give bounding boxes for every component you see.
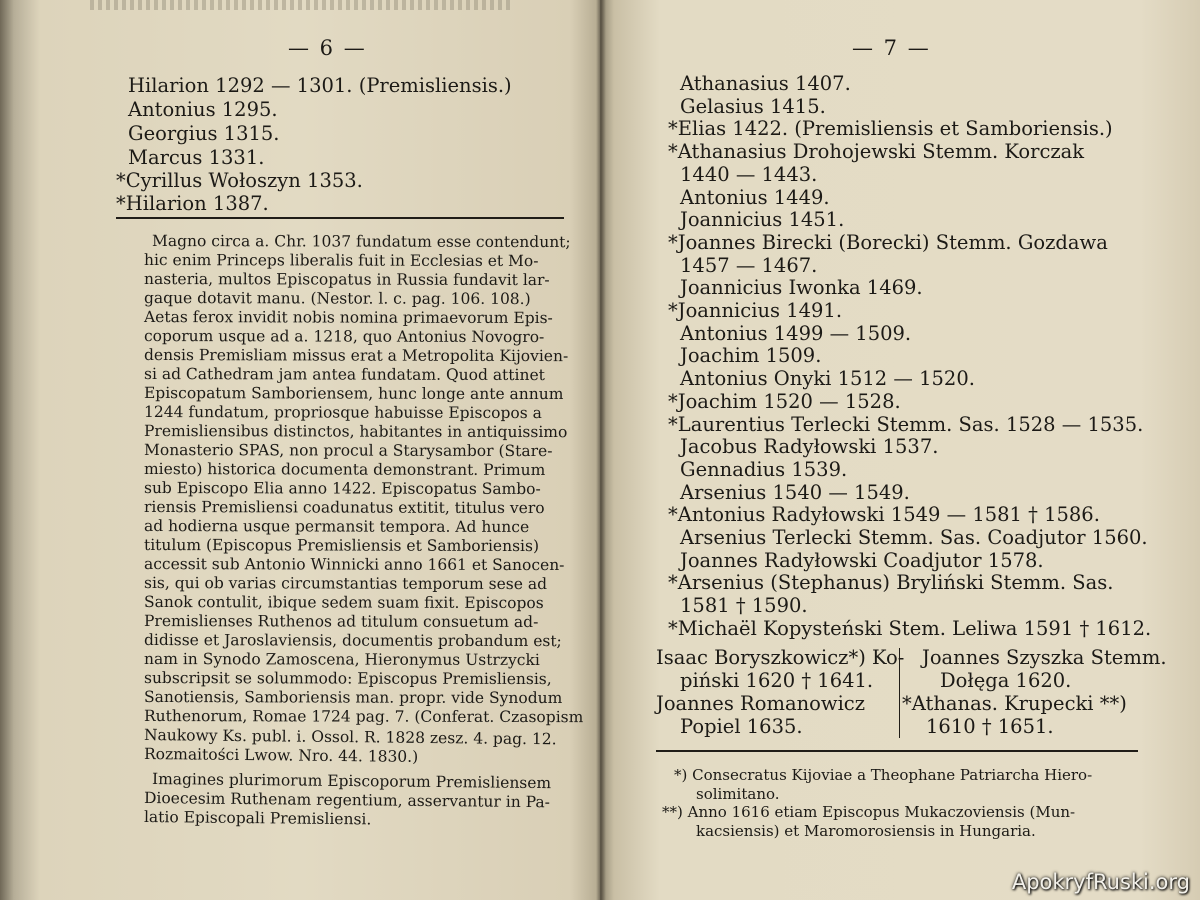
- page-number-left: — 6 —: [288, 36, 367, 60]
- bishop-entry: Hilarion 1292 — 1301. (Premisliensis.): [128, 74, 512, 97]
- note-line: sub Episcopo Elia anno 1422. Episcopatus Sambo-: [143, 479, 541, 499]
- footnote-line: *) Consecratus Kijoviae a Theophane Patriarcha Hiero-: [674, 766, 1093, 784]
- note-line: gaque dotavit manu. (Nestor. l. c. pag. 106. 108.): [143, 289, 531, 309]
- bishop-entry: Athanasius 1407.: [680, 72, 851, 95]
- right-page: [600, 0, 1200, 900]
- bishop-entry: 1440 — 1443.: [680, 162, 818, 186]
- note-line: Naukowy Ks. publ. i. Ossol. R. 1828 zesz. 4. pag. 12.: [143, 726, 557, 749]
- bishop-entry: Antonius Onyki 1512 — 1520.: [680, 367, 975, 391]
- bishop-entry: *Joannes Birecki (Borecki) Stemm. Gozdawa: [668, 230, 1108, 254]
- note-line: Imagines plurimorum Episcoporum Premisliensem: [151, 770, 552, 793]
- section-rule: [116, 217, 564, 219]
- bishop-entry: *Hilarion 1387.: [116, 192, 269, 215]
- watermark: ApokryfRuski.org: [1011, 870, 1190, 894]
- bishop-entry: *Elias 1422. (Premisliensis et Samboriensis.): [668, 117, 1113, 141]
- split-entry-right: *Athanas. Krupecki **): [902, 692, 1127, 715]
- bishop-entry: Joannicius 1451.: [680, 208, 845, 232]
- bishop-entry: Antonius 1499 — 1509.: [680, 321, 912, 345]
- note-line: ad hodierna usque permansit tempora. Ad hunce: [143, 517, 530, 537]
- split-entry-right: Dołęga 1620.: [940, 669, 1072, 692]
- bishop-entry: Marcus 1331.: [128, 146, 265, 169]
- note-line: Episcopatum Samboriensem, hunc longe ante annum: [143, 384, 564, 404]
- note-line: riensis Premisliensi coadunatus extitit, titulus vero: [143, 498, 545, 518]
- note-line: nam in Synodo Zamoscena, Hieronymus Ustrzycki: [143, 650, 540, 670]
- note-line: latio Episcopali Premisliensi.: [143, 808, 372, 829]
- footnote-rule: [656, 750, 1138, 752]
- split-entry-left: Popiel 1635.: [680, 715, 803, 738]
- bishop-entry: *Arsenius (Stephanus) Bryliński Stemm. Sas.: [668, 571, 1114, 595]
- note-line: Ruthenorum, Romae 1724 pag. 7. (Conferat. Czasopism: [143, 707, 584, 727]
- note-line: coporum usque ad a. 1218, quo Antonius Novogro-: [143, 327, 545, 347]
- note-line: hic enim Princeps liberalis fuit in Ecclesias et Mo-: [143, 251, 539, 271]
- bishop-entry: 1581 † 1590.: [680, 594, 808, 618]
- bishop-entry: *Athanasius Drohojewski Stemm. Korczak: [668, 140, 1085, 164]
- note-line: si ad Cathedram jam antea fundatam. Quod attinet: [143, 365, 545, 385]
- note-line: nasteria, multos Episcopatus in Russia fundavit lar-: [143, 270, 550, 290]
- note-line: Premislienses Ruthenos ad titulum consuetum ad-: [143, 612, 539, 632]
- bishop-entry: Jacobus Radyłowski 1537.: [680, 435, 939, 459]
- note-line: Magno circa a. Chr. 1037 fundatum esse contendunt;: [151, 232, 571, 252]
- footnote-line: **) Anno 1616 etiam Episcopus Mukaczoviensis (Mun-: [662, 803, 1076, 821]
- bishop-entry: *Cyrillus Wołoszyn 1353.: [116, 169, 363, 192]
- note-line: Sanok contulit, ibique sedem suam fixit. Episcopos: [143, 593, 544, 613]
- note-line: titulum (Episcopus Premisliensis et Samboriensis): [143, 536, 540, 556]
- split-entry-left: piński 1620 † 1641.: [680, 669, 874, 692]
- note-line: densis Premisliam missus erat a Metropolita Kijovien-: [143, 346, 569, 366]
- page-number-right: — 7 —: [852, 36, 931, 60]
- bishop-entry: *Michaël Kopysteński Stem. Leliwa 1591 † 1612.: [668, 616, 1152, 640]
- bishop-entry: Georgius 1315.: [128, 122, 280, 145]
- bishop-entry: Arsenius 1540 — 1549.: [680, 480, 910, 504]
- note-line: miesto) historica documenta demonstrant. Primum: [143, 460, 546, 480]
- note-line: subscripsit se solummodo: Episcopus Premisliensis,: [143, 669, 552, 689]
- column-divider: [899, 648, 900, 738]
- bishop-entry: 1457 — 1467.: [680, 253, 818, 277]
- bishop-entry: *Laurentius Terlecki Stemm. Sas. 1528 — 1535.: [668, 412, 1144, 436]
- bishop-entry: Joachim 1509.: [680, 344, 822, 368]
- bishop-entry: Gelasius 1415.: [680, 94, 826, 118]
- note-line: didisse et Jaroslaviensis, documentis probandum est;: [143, 631, 562, 651]
- bishop-entry: Joannes Radyłowski Coadjutor 1578.: [680, 548, 1044, 572]
- footnote-line: kacsiensis) et Maromorosiensis in Hungaria.: [696, 821, 1036, 840]
- note-line: accessit sub Antonio Winnicki anno 1661 et Sanocen-: [143, 555, 565, 575]
- note-line: Monasterio SPAS, non procul a Starysambor (Stare-: [143, 441, 553, 461]
- split-entry-left: Isaac Boryszkowicz*) Ko-: [656, 646, 905, 669]
- split-entry-right: Joannes Szyszka Stemm.: [922, 646, 1167, 669]
- bishop-entry: Antonius 1449.: [680, 185, 830, 209]
- book-gutter: [596, 0, 606, 900]
- note-line: Dioecesim Ruthenam regentium, asservantur in Pa-: [143, 789, 550, 812]
- bishop-entry: Antonius 1295.: [128, 98, 278, 121]
- note-line: Aetas ferox invidit nobis nomina primaevorum Epis-: [143, 308, 553, 328]
- note-line: 1244 fundatum, propriosque habuisse Episcopos a: [143, 403, 542, 423]
- split-entry-right: 1610 † 1651.: [926, 715, 1054, 738]
- split-entry-left: Joannes Romanowicz: [656, 692, 866, 715]
- bishop-entry: Gennadius 1539.: [680, 457, 848, 481]
- note-line: Rozmaitości Lwow. Nro. 44. 1830.): [143, 745, 419, 766]
- note-line: sis, qui ob varias circumstantias temporum sese ad: [143, 574, 548, 594]
- bishop-entry: *Joachim 1520 — 1528.: [668, 389, 901, 413]
- footnote-line: solimitano.: [696, 784, 780, 803]
- bishop-entry: *Antonius Radyłowski 1549 — 1581 † 1586.: [668, 503, 1100, 527]
- note-line: Sanotiensis, Samboriensis man. propr. vide Synodum: [143, 688, 563, 708]
- bishop-entry: Joannicius Iwonka 1469.: [680, 276, 923, 300]
- bleed-through-strip: [90, 0, 510, 10]
- bishop-entry: *Joannicius 1491.: [668, 299, 843, 322]
- note-line: Premisliensibus distinctos, habitantes in antiquissimo: [143, 422, 568, 442]
- bishop-entry: Arsenius Terlecki Stemm. Sas. Coadjutor 1560.: [680, 526, 1148, 549]
